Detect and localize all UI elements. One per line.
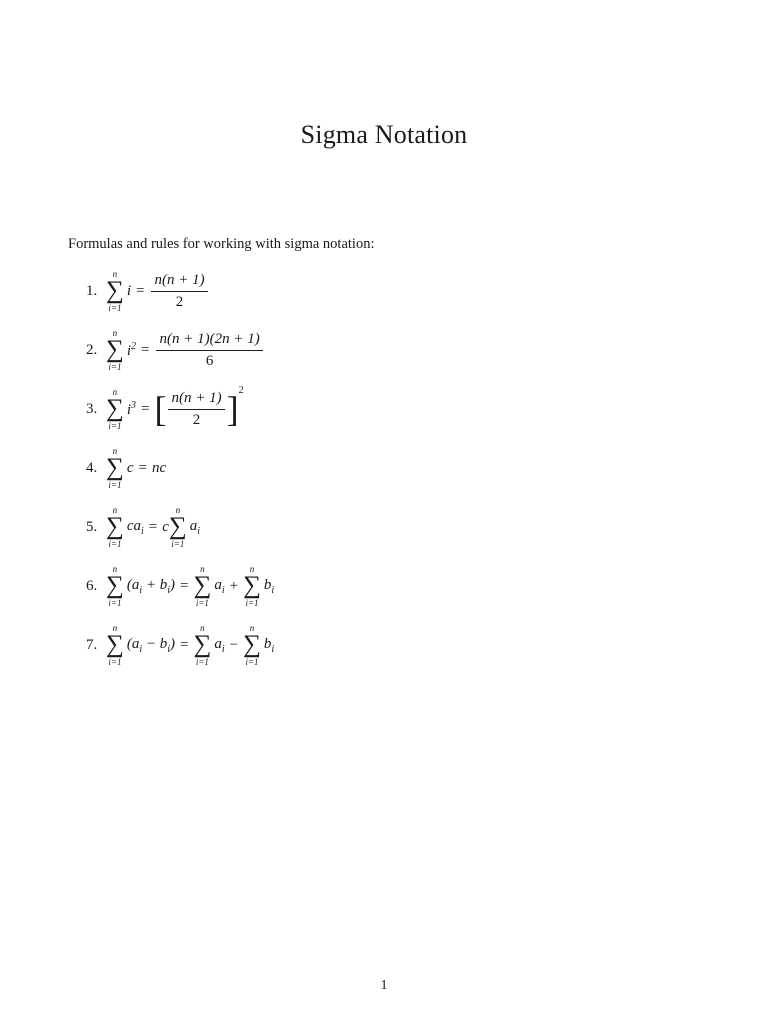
summation-symbol: n ∑ i=1 bbox=[106, 328, 124, 372]
formula-2 bbox=[86, 320, 265, 380]
summation-symbol: n ∑ i=1 bbox=[106, 269, 124, 313]
left-bracket: [ bbox=[154, 389, 167, 429]
page-title: Sigma Notation bbox=[300, 120, 468, 149]
formula-1 bbox=[86, 261, 210, 321]
page-number: 1 bbox=[380, 978, 388, 993]
lhs-term: $(a_i - b_i)$ bbox=[126, 635, 176, 655]
formula-4 bbox=[86, 438, 166, 498]
formula-3 bbox=[86, 379, 244, 439]
lhs-term: $ca_i$ bbox=[126, 517, 144, 537]
lhs-term: i bbox=[126, 282, 131, 299]
summation-symbol: n ∑ i=1 bbox=[106, 623, 124, 667]
summation-symbol: n ∑ i=1 bbox=[168, 505, 187, 549]
equals-sign: = bbox=[141, 400, 150, 417]
summation-symbol: n ∑ i=1 bbox=[106, 387, 124, 431]
summation-symbol: n ∑ i=1 bbox=[243, 564, 261, 608]
fraction: $\frac{n(n + 1)(2n + 1)}{6}$ bbox=[156, 331, 262, 370]
equals-sign: = bbox=[141, 341, 150, 358]
rhs-term: nc bbox=[151, 459, 167, 476]
operator: − bbox=[229, 636, 239, 653]
formula-6 bbox=[86, 556, 274, 616]
rhs-coefficient: c bbox=[162, 518, 169, 535]
formula-number: 3. bbox=[86, 400, 98, 417]
exponent: 2 bbox=[238, 385, 244, 396]
formula-number: 1. bbox=[86, 282, 98, 299]
equals-sign: = bbox=[148, 518, 158, 535]
lhs-term: c bbox=[126, 459, 134, 476]
formula-number: 4. bbox=[86, 459, 98, 476]
formula-number: 7. bbox=[86, 636, 98, 653]
formula-5 bbox=[86, 497, 200, 557]
equals-sign: = bbox=[138, 459, 147, 476]
formula-number: 2. bbox=[86, 341, 98, 358]
equals-sign: = bbox=[136, 282, 145, 299]
summation-symbol: n ∑ i=1 bbox=[193, 564, 212, 608]
rhs-term-a: $a_i$ bbox=[214, 576, 225, 596]
rhs-term-b: $b_i$ bbox=[263, 635, 275, 655]
summation-symbol: n ∑ i=1 bbox=[193, 623, 212, 667]
lhs-term: $i^2$ bbox=[126, 340, 136, 359]
summation-symbol: n ∑ i=1 bbox=[243, 623, 261, 667]
fraction: $\frac{n(n + 1)}{2}$ bbox=[168, 390, 224, 429]
formula-7 bbox=[86, 615, 274, 675]
formula-number: 6. bbox=[86, 577, 98, 594]
summation-symbol: n ∑ i=1 bbox=[106, 446, 124, 490]
lhs-term: $i^3$ bbox=[126, 399, 136, 418]
lhs-term: $(a_i + b_i)$ bbox=[126, 576, 176, 596]
rhs-term-b: $b_i$ bbox=[263, 576, 275, 596]
rhs-term-a: $a_i$ bbox=[214, 635, 225, 655]
equals-sign: = bbox=[180, 636, 189, 653]
summation-symbol: n ∑ i=1 bbox=[106, 564, 124, 608]
right-bracket: ] bbox=[226, 389, 239, 429]
equals-sign: = bbox=[180, 577, 189, 594]
fraction: $\frac{n(n + 1)}{2}$ bbox=[151, 272, 207, 311]
intro-text: Formulas and rules for working with sigma notation: bbox=[68, 236, 375, 252]
summation-symbol: n ∑ i=1 bbox=[106, 505, 124, 549]
formula-number: 5. bbox=[86, 518, 98, 535]
rhs-term: $a_i$ bbox=[189, 517, 201, 537]
operator: + bbox=[229, 577, 239, 594]
